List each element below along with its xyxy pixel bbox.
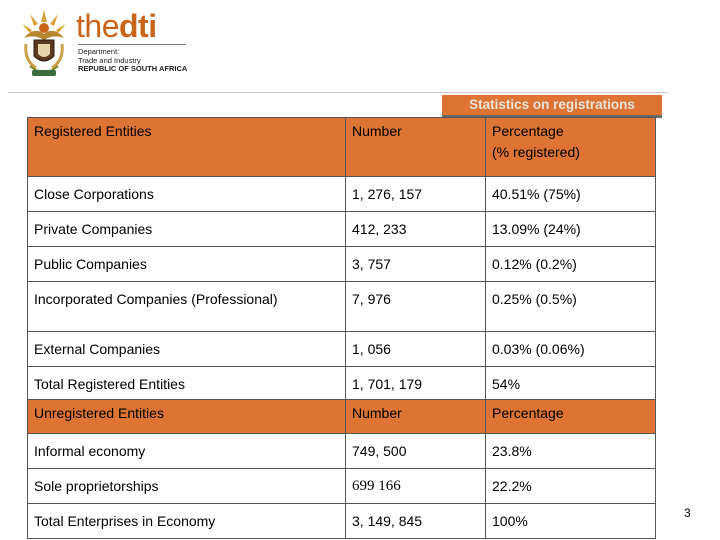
percentage-cell: 0.03% (0.06%) bbox=[486, 332, 656, 367]
brand-divider bbox=[78, 44, 186, 45]
registered-header-row bbox=[28, 118, 656, 177]
percentage-cell: 54% bbox=[486, 367, 656, 400]
percentage-header-label: Percentage bbox=[492, 123, 564, 139]
percentage-header: Percentage bbox=[486, 400, 656, 434]
number-cell: 3, 149, 845 bbox=[346, 504, 486, 539]
number-header: Number bbox=[346, 118, 486, 177]
registrations-table bbox=[27, 117, 656, 539]
number-cell: 412, 233 bbox=[346, 212, 486, 247]
percentage-cell: 23.8% bbox=[486, 434, 656, 469]
entity-cell: Incorporated Companies (Professional) bbox=[28, 282, 346, 332]
number-cell: 1, 276, 157 bbox=[346, 177, 486, 212]
department-text bbox=[78, 48, 187, 74]
entity-cell: External Companies bbox=[28, 332, 346, 367]
unregistered-entities-header: Unregistered Entities bbox=[28, 400, 346, 434]
dept-line-3: REPUBLIC OF SOUTH AFRICA bbox=[78, 64, 188, 73]
brand-the: the bbox=[76, 8, 119, 44]
page-number: 3 bbox=[684, 506, 691, 520]
registered-entities-header: Registered Entities bbox=[28, 118, 346, 177]
dept-line-1: Department: bbox=[78, 47, 120, 56]
header-divider bbox=[8, 92, 668, 93]
entity-cell: Informal economy bbox=[28, 434, 346, 469]
percentage-cell: 100% bbox=[486, 504, 656, 539]
table-row-total-economy bbox=[28, 504, 656, 539]
entity-cell: Total Enterprises in Economy bbox=[28, 504, 346, 539]
number-cell: 749, 500 bbox=[346, 434, 486, 469]
table-row bbox=[28, 177, 656, 212]
number-cell: 699 166 bbox=[346, 469, 486, 504]
unregistered-header-row bbox=[28, 400, 656, 434]
percentage-cell: 0.12% (0.2%) bbox=[486, 247, 656, 282]
percentage-cell: 40.51% (75%) bbox=[486, 177, 656, 212]
entity-cell: Total Registered Entities bbox=[28, 367, 346, 400]
entity-cell: Sole proprietorships bbox=[28, 469, 346, 504]
number-cell: 7, 976 bbox=[346, 282, 486, 332]
table-row bbox=[28, 434, 656, 469]
number-cell: 3, 757 bbox=[346, 247, 486, 282]
entity-cell: Private Companies bbox=[28, 212, 346, 247]
percentage-header bbox=[486, 118, 656, 177]
entity-cell: Close Corporations bbox=[28, 177, 346, 212]
brand-dti: dti bbox=[118, 8, 157, 44]
number-header: Number bbox=[346, 400, 486, 434]
slide-title: Statistics on registrations bbox=[442, 95, 662, 118]
number-cell: 1, 056 bbox=[346, 332, 486, 367]
number-cell: 1, 701, 179 bbox=[346, 367, 486, 400]
table-row bbox=[28, 247, 656, 282]
percentage-cell: 0.25% (0.5%) bbox=[486, 282, 656, 332]
table-row bbox=[28, 282, 656, 332]
coat-of-arms-icon bbox=[16, 4, 72, 82]
table-row bbox=[28, 212, 656, 247]
dept-line-2: Trade and Industry bbox=[78, 55, 141, 65]
table-row-total-registered bbox=[28, 367, 656, 400]
percentage-header-sub: (% registered) bbox=[492, 144, 580, 160]
table-row bbox=[28, 332, 656, 367]
percentage-cell: 13.09% (24%) bbox=[486, 212, 656, 247]
table-row bbox=[28, 469, 656, 504]
entity-cell: Public Companies bbox=[28, 247, 346, 282]
dti-logo bbox=[8, 4, 198, 84]
brand-wordmark bbox=[76, 8, 157, 45]
percentage-cell: 22.2% bbox=[486, 469, 656, 504]
